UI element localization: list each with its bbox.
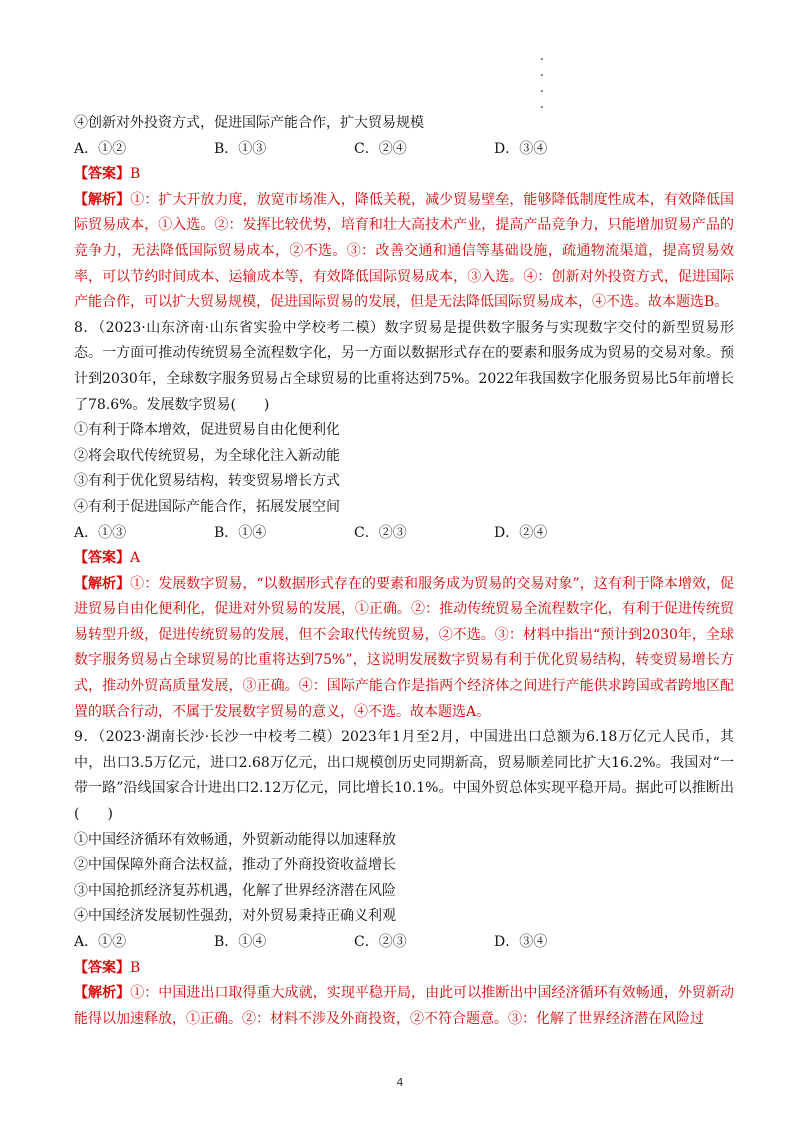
q7-choice-c: C．②④ bbox=[354, 140, 407, 157]
q7-answer bbox=[74, 162, 734, 188]
q8-analysis bbox=[74, 572, 734, 726]
page-number: 4 bbox=[396, 1076, 404, 1089]
q8-option-4: ④有利于促进国际产能合作，拓展发展空间 bbox=[74, 498, 340, 515]
q8-choices bbox=[74, 521, 734, 547]
q8-answer bbox=[74, 546, 734, 572]
q7-choice-a: A．①② bbox=[74, 140, 127, 157]
q8-option-1: ①有利于降本增效，促进贸易自由化便利化 bbox=[74, 422, 340, 439]
q9-option-4: ④中国经济发展韧性强劲，对外贸易秉持正确义利观 bbox=[74, 908, 396, 925]
q8-choice-b: B．①④ bbox=[214, 524, 267, 541]
q7-answer-tag: 【答案】 bbox=[74, 166, 130, 183]
q7-choice-b: B．①③ bbox=[214, 140, 267, 157]
q7-analysis bbox=[74, 188, 734, 316]
q9-stem: 9．（2023·湖南长沙·长沙一中校考二模）2023年1月至2月，中国进出口总额为6.18万亿元人民币，其中，出口3.5万亿元，进口2.68万亿元，出口规模创历史同期新高，贸易顺差同比扩大16.2%。我国对“一带一路”沿线国家合计进出口2.12万亿元，同比增长10.1%。中国外贸总体实现平稳开局。据此可以推断出( ) bbox=[74, 729, 734, 823]
q9-answer-value: B bbox=[130, 959, 141, 976]
q9-analysis bbox=[74, 981, 734, 1032]
q8-choice-d: D．②④ bbox=[494, 524, 548, 541]
q8-stem: 8．（2023·山东济南·山东省实验中学校考二模）数字贸易是提供数字服务与实现数字交付的新型贸易形态。一方面可推动传统贸易全流程数字化，另一方面以数据形式存在的要素和服务成为贸易的交易对象。预计到2030年，全球数字服务贸易占全球贸易的比重将达到75%。2022年我国数字化服务贸易比5年前增长了78.6%。发展数字贸易( ) bbox=[74, 319, 734, 413]
q9-choice-b: B．①④ bbox=[214, 934, 267, 950]
q9-analysis-text: ①：中国进出口取得重大成就，实现平稳开局，由此可以推断出中国经济循环有效畅通，外贸新动能得以加速释放，①正确。②：材料不涉及外商投资，②不符合题意。③：化解了世界经济潜在风险过 bbox=[74, 985, 735, 1027]
q9-choice-a: A．①② bbox=[74, 934, 127, 950]
q8-option-3: ③有利于优化贸易结构，转变贸易增长方式 bbox=[74, 473, 340, 490]
q9-answer-tag: 【答案】 bbox=[74, 959, 130, 976]
q8-analysis-tag: 【解析】 bbox=[74, 575, 131, 592]
q9-option-3: ③中国抢抓经济复苏机遇，化解了世界经济潜在风险 bbox=[74, 882, 396, 899]
q9-analysis-tag: 【解析】 bbox=[74, 985, 131, 1002]
q8-choice-a: A．①③ bbox=[74, 524, 127, 541]
q8-answer-tag: 【答案】 bbox=[74, 550, 130, 567]
q7-answer-value: B bbox=[130, 166, 141, 183]
q7-analysis-text: ①：扩大开放力度，放宽市场准入，降低关税，减少贸易壁垒，能够降低制度性成本，有效降低国际贸易成本，①入选。②：发挥比较优势，培育和壮大高技术产业，提高产品竞争力，只能增加贸易产品的竞争力，无法降低国际贸易成本，②不选。③：改善交通和通信等基础设施，疏通物流渠道，提高贸易效率，可以节约时间成本、运输成本等，有效降低国际贸易成本，③入选。④：创新对外投资方式，促进国际产能合作，可以扩大贸易规模，促进国际贸易的发展，但是无法降低国际贸易成本，④不选。故本题选B。 bbox=[74, 191, 735, 311]
q9-option-2: ②中国保障外商合法权益，推动了外商投资收益增长 bbox=[74, 857, 396, 874]
q8-answer-value: A bbox=[130, 550, 141, 567]
q7-option-4: ④创新对外投资方式，促进国际产能合作，扩大贸易规模 bbox=[74, 115, 424, 131]
q7-choices bbox=[74, 137, 734, 163]
q7-choice-d: D．③④ bbox=[494, 140, 548, 157]
q9-choice-c: C．②③ bbox=[354, 934, 407, 950]
document-content bbox=[74, 111, 734, 1032]
q7-analysis-tag: 【解析】 bbox=[74, 191, 131, 208]
q8-choice-c: C．②③ bbox=[354, 524, 407, 541]
q9-choice-d: D．③④ bbox=[494, 934, 548, 950]
q9-choices bbox=[74, 930, 734, 956]
q8-option-2: ②将会取代传统贸易，为全球化注入新动能 bbox=[74, 447, 340, 464]
q9-answer bbox=[74, 956, 734, 982]
q8-analysis-text: ①：发展数字贸易，“以数据形式存在的要素和服务成为贸易的交易对象”，这有利于降本增效，促进贸易自由化便利化，促进对外贸易的发展，①正确。②：推动传统贸易全流程数字化，有利于促进传统贸易转型升级，促进传统贸易的发展，但不会取代传统贸易，②不选。③：材料中指出“预计到2030年，全球数字服务贸易占全球贸易的比重将达到75%”，这说明发展数字贸易有利于优化贸易结构，转变贸易增长方式，推动外贸高质量发展，③正确。④：国际产能合作是指两个经济体之间进行产能供求跨国或者跨地区配置的联合行动，不属于发展数字贸易的意义，④不选。故本题选A。 bbox=[74, 575, 735, 720]
q9-option-1: ①中国经济循环有效畅通，外贸新动能得以加速释放 bbox=[74, 831, 396, 848]
